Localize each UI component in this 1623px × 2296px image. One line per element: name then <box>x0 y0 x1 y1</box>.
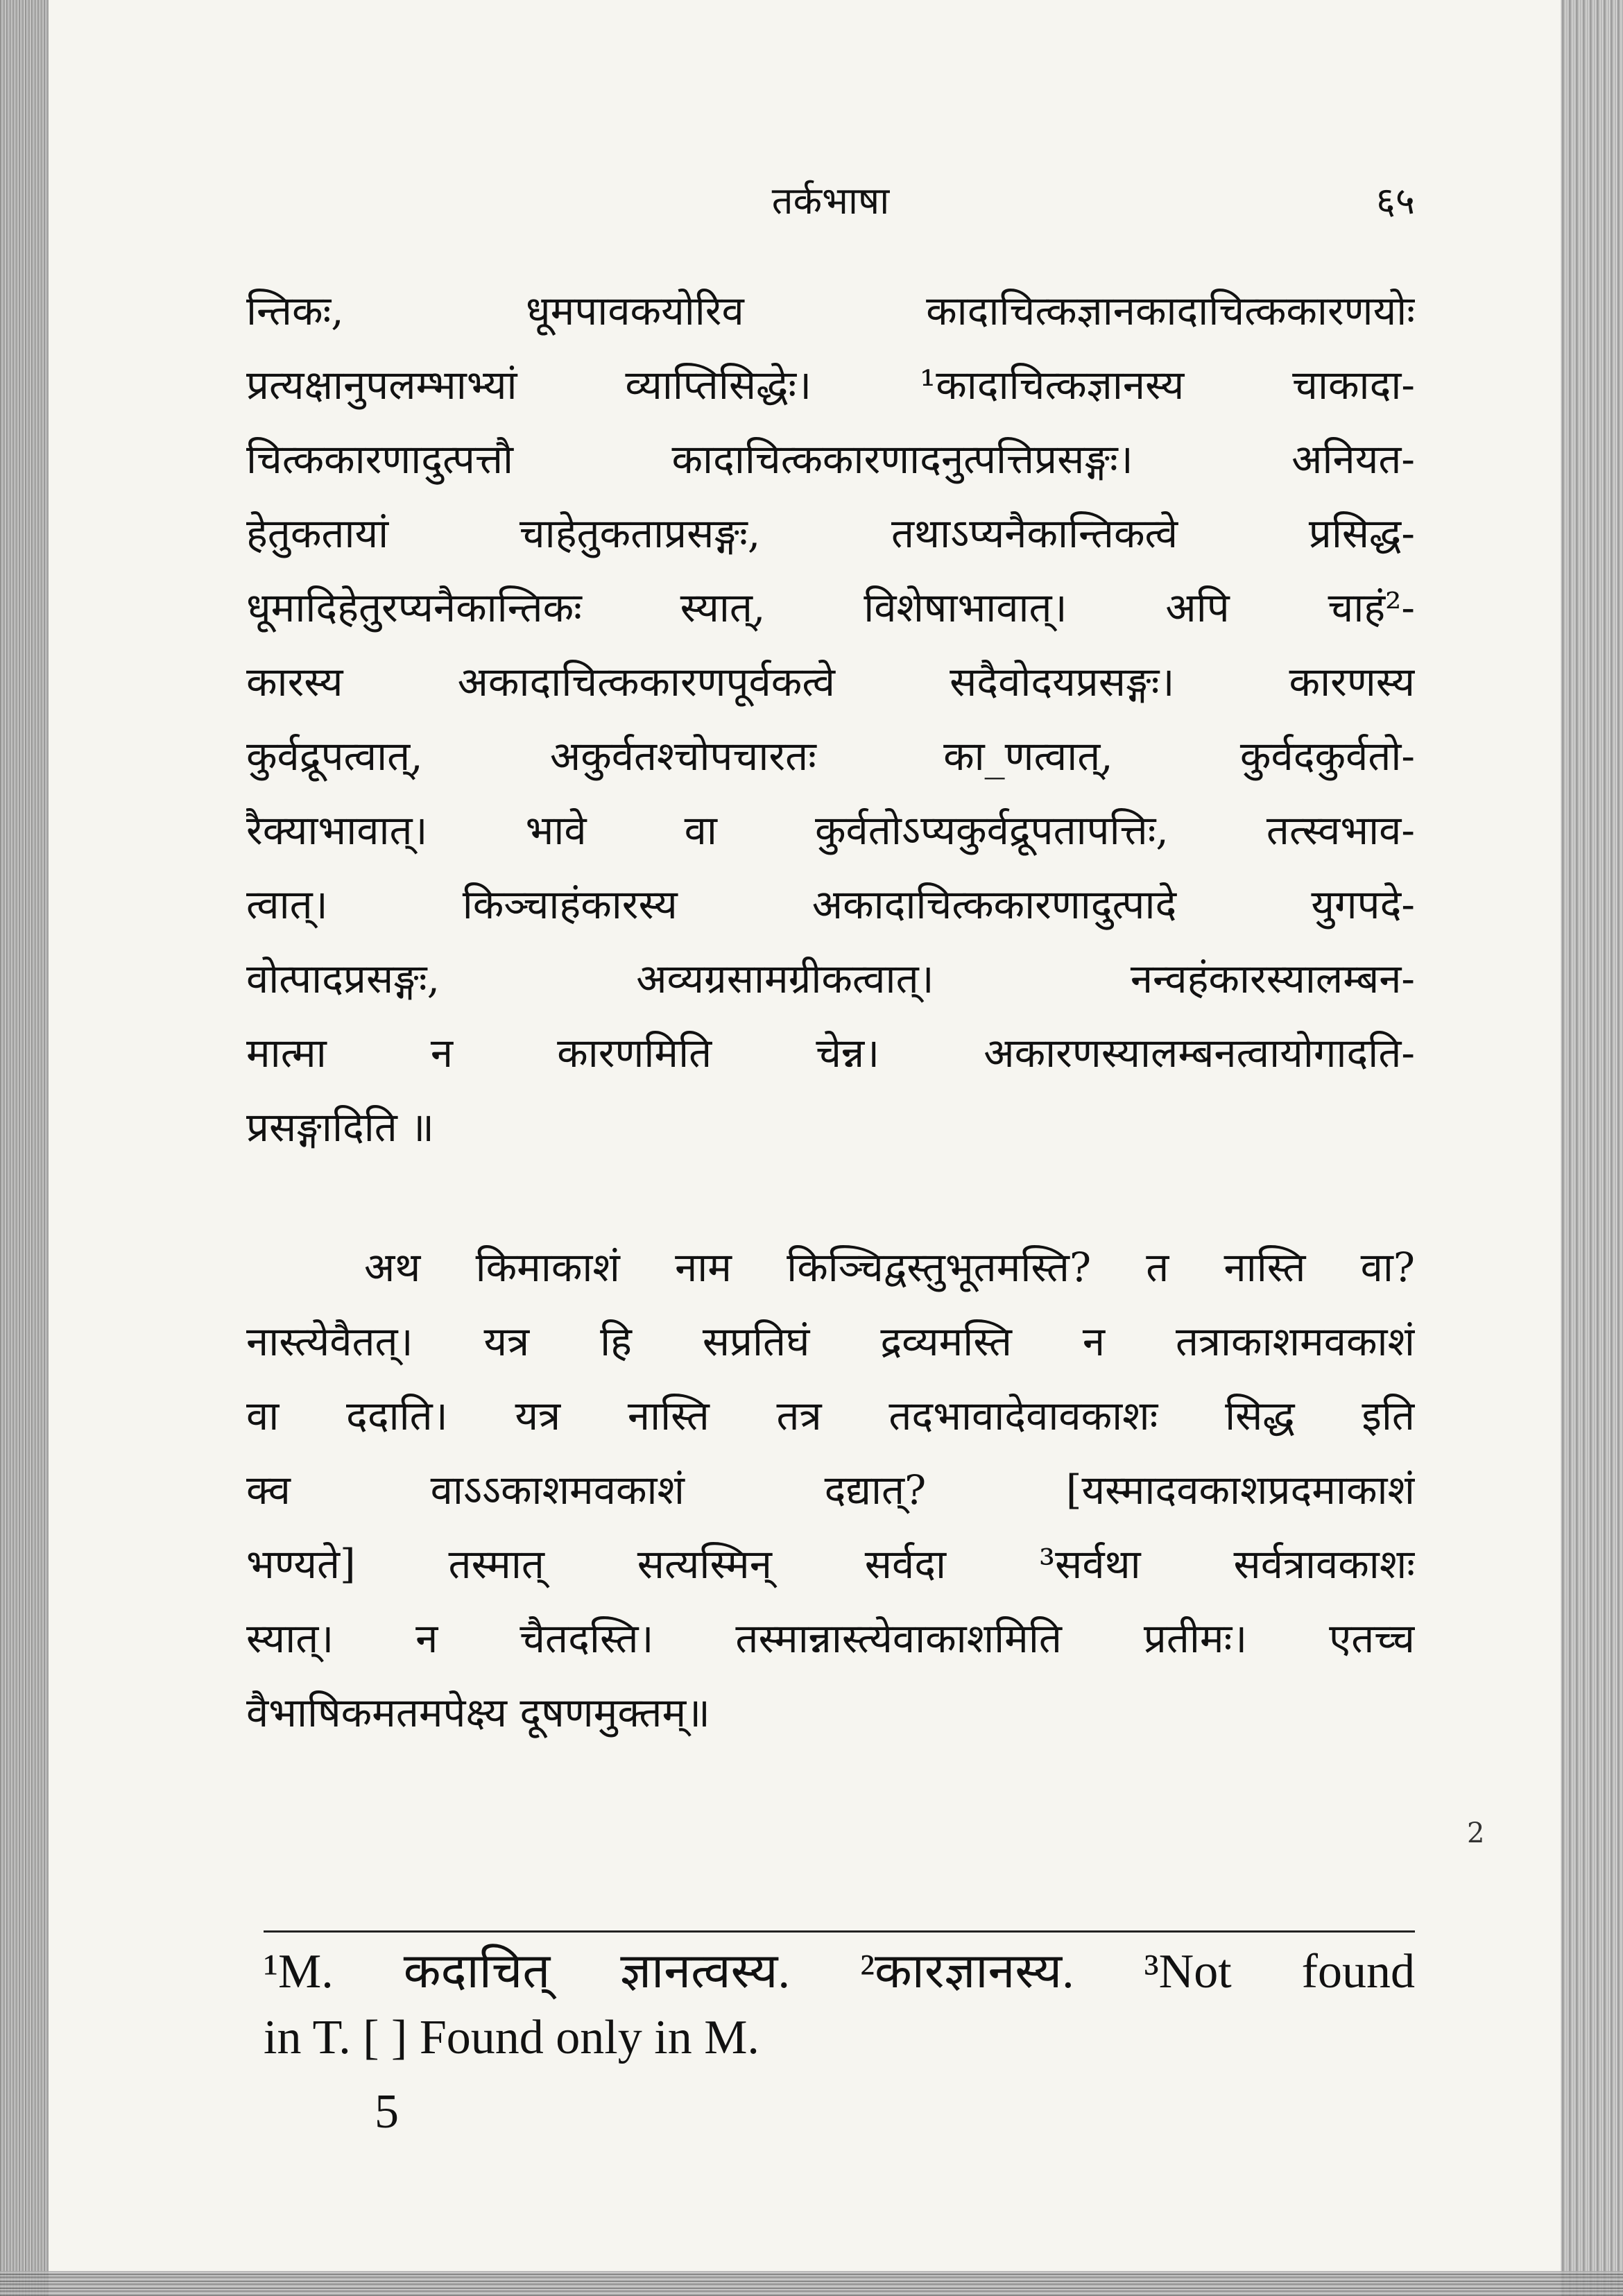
text-line: हेतुकतायां चाहेतुकताप्रसङ्गः, तथाऽप्यनैकान्तिकत्वे प्रसिद्ध- <box>246 510 1415 557</box>
text-line: धूमादिहेतुरप्यनैकान्तिकः स्यात्, विशेषाभावात्। अपि चाहं²- <box>246 584 1415 631</box>
text-line: वोत्पादप्रसङ्गः, अव्यग्रसामग्रीकत्वात्। नन्वहंकारस्यालम्बन- <box>246 955 1415 1002</box>
binding-edge-bottom <box>0 2271 1623 2296</box>
text-line: न्तिकः, धूमपावकयोरिव कादाचित्कज्ञानकादाचित्ककारणयोः <box>246 287 1415 334</box>
text-line: चित्ककारणादुत्पत्तौ कादाचित्ककारणादनुत्पत्तिप्रसङ्गः। अनियत- <box>246 436 1415 483</box>
footnote-line: ¹M. कदाचित् ज्ञानत्वस्य. ²कारज्ञानस्य. ³Not found <box>264 1945 1415 1998</box>
text-line: कुर्वद्रूपत्वात्, अकुर्वतश्चोपचारतः का_णत्वात्, कुर्वदकुर्वतो- <box>246 733 1415 780</box>
text-line: नास्त्येवैतत्। यत्र हि सप्रतिघं द्रव्यमस्ति न तत्राकाशमवकाशं <box>246 1318 1415 1365</box>
footnote-rule <box>264 1930 1415 1933</box>
text-line: वा ददाति। यत्र नास्ति तत्र तदभावादेवावकाशः सिद्ध इति <box>246 1392 1415 1439</box>
footnotes <box>264 1939 1415 2071</box>
text-line: मात्मा न कारणमिति चेन्न। अकारणस्यालम्बनत्वायोगादति- <box>246 1029 1415 1077</box>
page-number: ६५ <box>1375 179 1415 223</box>
text-line: भण्यते] तस्मात् सत्यस्मिन् सर्वदा ³सर्वथा सर्वत्रावकाशः <box>246 1541 1415 1588</box>
binding-edge-left <box>0 0 49 2296</box>
paragraph-1 <box>246 274 1415 1165</box>
body-text <box>246 274 1415 1750</box>
binding-edge-right <box>1561 0 1623 2296</box>
text-line: रैक्याभावात्। भावे वा कुर्वतोऽप्यकुर्वद्रूपतापत्तिः, तत्स्वभाव- <box>246 807 1415 854</box>
signature-mark: 5 <box>375 2085 399 2139</box>
text-line: अथ किमाकाशं नाम किञ्चिद्वस्तुभूतमस्ति? त नास्ति वा? <box>364 1244 1415 1291</box>
text-line: कारस्य अकादाचित्ककारणपूर्वकत्वे सदैवोदयप्रसङ्गः। कारणस्य <box>246 658 1415 705</box>
footnote-line: in T. [ ] Found only in M. <box>264 2011 759 2064</box>
text-line: त्वात्। किञ्चाहंकारस्य अकादाचित्ककारणादुत्पादे युगपदे- <box>246 881 1415 928</box>
text-line: प्रत्यक्षानुपलम्भाभ्यां व्याप्तिसिद्धेः। ¹कादाचित्कज्ञानस्य चाकादा- <box>246 361 1415 409</box>
paragraph-2 <box>246 1231 1415 1750</box>
text-line: क्व वाऽऽकाशमवकाशं दद्यात्? [यस्मादवकाशप्रदमाकाशं <box>246 1466 1415 1514</box>
margin-mark: 2 <box>1467 1817 1485 1849</box>
paragraph-gap <box>246 1165 1415 1231</box>
page-header <box>246 173 1415 236</box>
text-line: प्रसङ्गादिति ॥ <box>246 1104 435 1151</box>
text-line: वैभाषिकमतमपेक्ष्य दूषणमुक्तम्॥ <box>246 1689 710 1736</box>
running-title: तर्कभाषा <box>771 179 890 223</box>
text-line: स्यात्। न चैतदस्ति। तस्मान्नास्त्येवाकाशमिति प्रतीमः। एतच्च <box>246 1615 1415 1662</box>
